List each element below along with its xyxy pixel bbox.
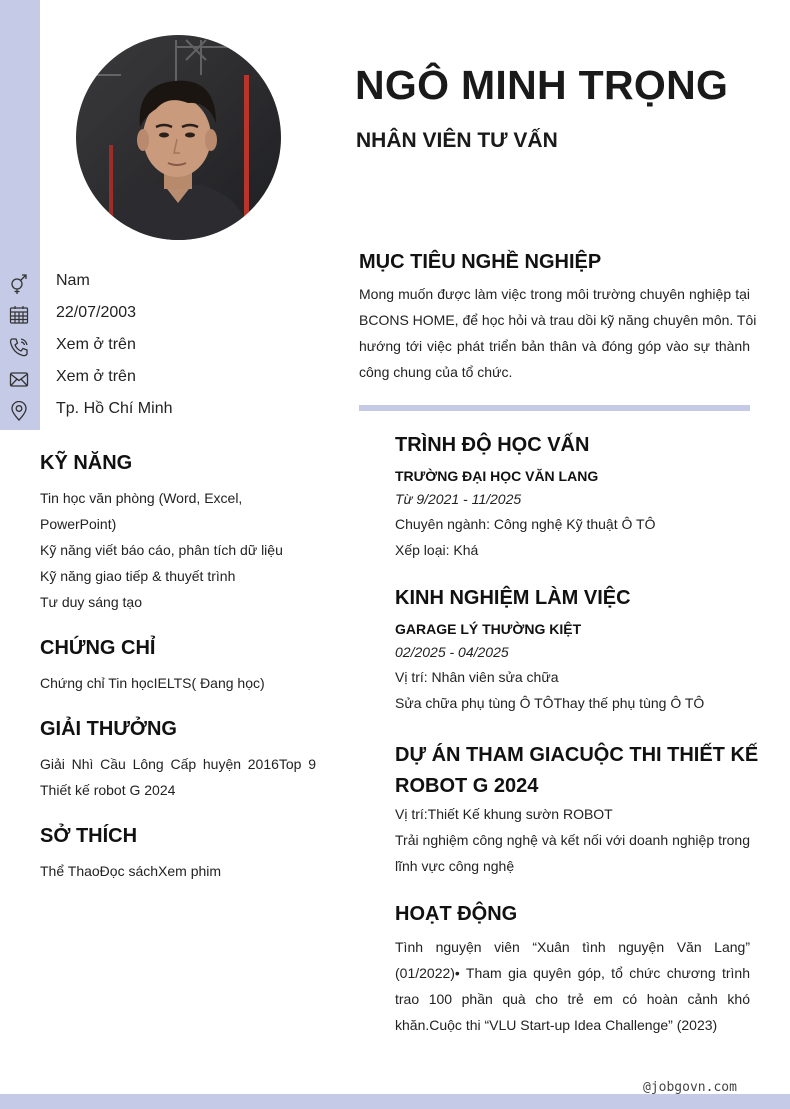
- awards-title: GIẢI THƯỞNG: [40, 718, 177, 740]
- activity-line: Tình nguyện viên “Xuân tình nguyện Văn Lang”: [395, 939, 750, 955]
- activity-line: trao 100 phần quà cho trẻ em có hoàn cảnh khó: [395, 991, 750, 1007]
- calendar-icon: [9, 305, 29, 325]
- phone-icon: [9, 337, 29, 357]
- birthdate-text: 22/07/2003: [56, 304, 137, 321]
- education-title: TRÌNH ĐỘ HỌC VẤN: [395, 434, 590, 456]
- location-pin-icon: [9, 401, 29, 421]
- award-line: Giải Nhì Cầu Lông Cấp huyện 2016Top 9: [40, 756, 316, 772]
- projects-title-line: DỰ ÁN THAM GIACUỘC THI THIẾT KẾ: [395, 744, 759, 766]
- education-major: Chuyên ngành: Công nghệ Kỹ thuật Ô TÔ: [395, 516, 656, 532]
- address-text: Tp. Hồ Chí Minh: [56, 400, 173, 417]
- watermark: @jobgovn.com: [643, 1080, 737, 1095]
- skills-title: KỸ NĂNG: [40, 452, 133, 474]
- activity-line: khăn.Cuộc thi “VLU Start-up Idea Challenge” (2023): [395, 1017, 718, 1033]
- objective-text: [359, 281, 757, 385]
- gender-text: Nam: [56, 272, 90, 289]
- objective-line: Mong muốn được làm việc trong môi trường chuyên nghiệp tại: [359, 286, 750, 302]
- skill-line: Tư duy sáng tạo: [40, 594, 142, 610]
- mail-icon: [9, 369, 29, 389]
- candidate-name: NGÔ MINH TRỌNG: [355, 62, 729, 108]
- hobby-line: Thể ThaoĐọc sáchXem phim: [40, 863, 222, 879]
- gender-icon: [9, 274, 29, 294]
- skill-line: Kỹ năng giao tiếp & thuyết trình: [40, 568, 236, 584]
- section-divider: [359, 405, 750, 411]
- skill-line: Kỹ năng viết báo cáo, phân tích dữ liệu: [40, 542, 283, 558]
- objective-line: công chung của tổ chức.: [359, 364, 513, 380]
- skill-line: PowerPoint): [40, 516, 117, 532]
- job-title: NHÂN VIÊN TƯ VẤN: [356, 129, 558, 152]
- company-name: GARAGE LÝ THƯỜNG KIỆT: [395, 621, 582, 637]
- education-grade: Xếp loại: Khá: [395, 542, 479, 558]
- awards-list: [40, 751, 316, 803]
- hobbies-list: [40, 858, 221, 884]
- education-period: Từ 9/2021 - 11/2025: [395, 491, 522, 507]
- certificate-line: Chứng chỉ Tin họcIELTS( Đang học): [40, 675, 265, 691]
- bottom-accent-strip: [0, 1094, 790, 1109]
- skill-line: Tin học văn phòng (Word, Excel,: [40, 490, 243, 506]
- projects-title-line: ROBOT G 2024: [395, 775, 539, 797]
- projects-title: [395, 740, 758, 802]
- phone-text: Xem ở trên: [56, 336, 136, 353]
- activity-line: (01/2022)• Tham gia quyên góp, tổ chức chương trình: [395, 965, 750, 981]
- activities-title: HOẠT ĐỘNG: [395, 903, 518, 925]
- objective-line: BCONS HOME, để học hỏi và trau dồi kỹ năng chuyên môn. Tôi: [359, 312, 757, 328]
- skills-list: [40, 485, 283, 615]
- hobbies-title: SỞ THÍCH: [40, 825, 138, 847]
- objective-line: hướng tới việc phát triển bản thân và đóng góp vào sự thành: [359, 338, 750, 354]
- experience-position: Vị trí: Nhân viên sửa chữa: [395, 669, 559, 685]
- side-accent-strip: [0, 0, 40, 430]
- award-line: Thiết kế robot G 2024: [40, 782, 176, 798]
- certificates-list: [40, 670, 265, 696]
- email-text: Xem ở trên: [56, 368, 136, 385]
- experience-description: Sửa chữa phụ tùng Ô TÔThay thế phụ tùng Ô TÔ: [395, 695, 705, 711]
- profile-photo: [76, 35, 281, 240]
- certificates-title: CHỨNG CHỈ: [40, 637, 156, 659]
- school-name: TRƯỜNG ĐẠI HỌC VĂN LANG: [395, 468, 599, 484]
- experience-period: 02/2025 - 04/2025: [395, 644, 509, 660]
- project-role: Vị trí:Thiết Kế khung sườn ROBOT: [395, 806, 613, 822]
- activities-text: [395, 934, 750, 1038]
- project-line: lĩnh vực công nghệ: [395, 858, 515, 874]
- project-description: [395, 827, 750, 879]
- objective-title: MỤC TIÊU NGHỀ NGHIỆP: [359, 251, 602, 273]
- project-line: Trải nghiệm công nghệ và kết nối với doanh nghiệp trong: [395, 832, 750, 848]
- experience-title: KINH NGHIỆM LÀM VIỆC: [395, 587, 631, 609]
